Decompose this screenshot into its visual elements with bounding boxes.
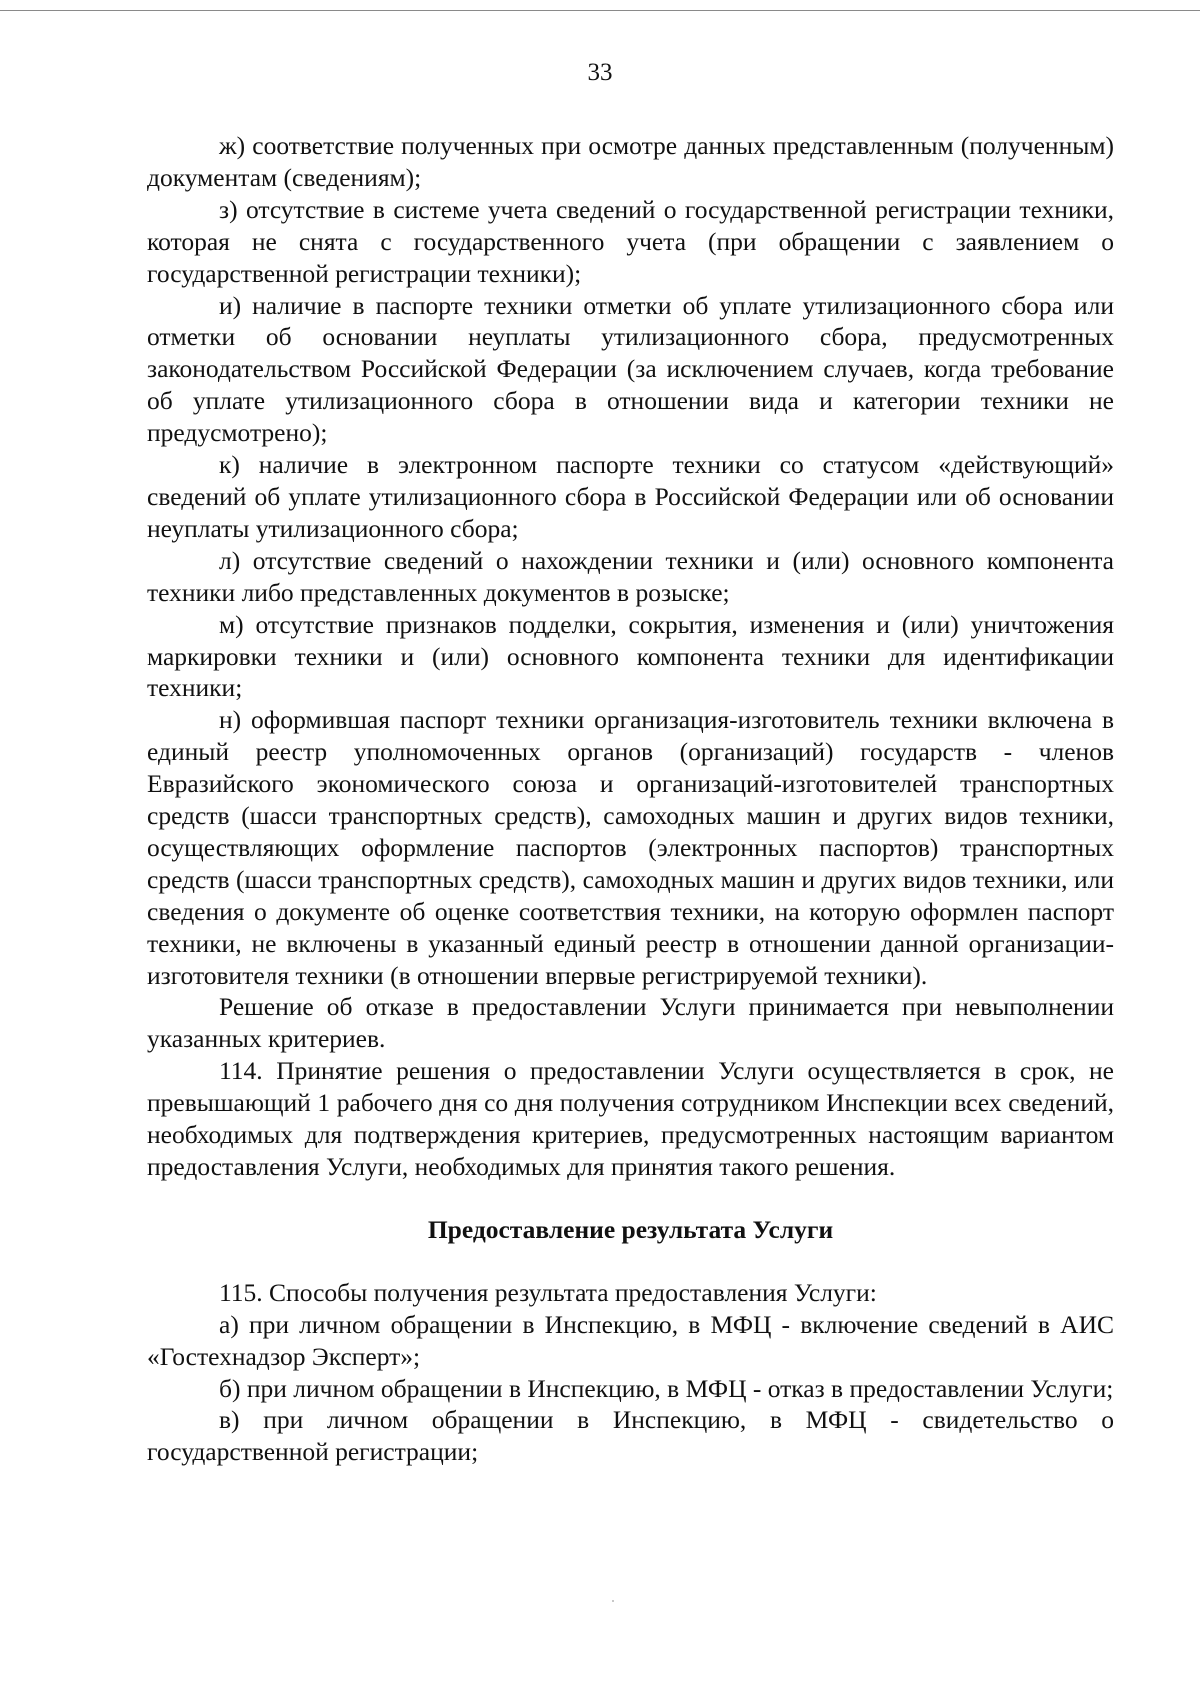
paragraph-zh: ж) соответствие полученных при осмотре данных представленным (полученным) документам (сведениям); (147, 131, 1114, 192)
paragraph-l: л) отсутствие сведений о нахождении техники и (или) основного компонента техники либо представленных документов в розыске; (147, 545, 1114, 607)
paragraph-115-b: б) при личном обращении в Инспекцию, в МФЦ - отказ в предоставлении Услуги; (219, 1373, 1114, 1403)
paragraph-114: 114. Принятие решения о предоставлении Услуги осуществляется в срок, не превышающий 1 рабочего дня со дня получения сотрудником Инспекции всех сведений, необходимых для подтверждения критериев, предусмотренных настоящим вариантом предоставления Услуги, необходимых для принятия такого решения. (147, 1056, 1114, 1181)
paragraph-115-a: а) при личном обращении в Инспекцию, в МФЦ - включение сведений в АИС «Гостехнадзор Эксперт»; (147, 1309, 1114, 1371)
paragraph-115: 115. Способы получения результата предоставления Услуги: (219, 1277, 877, 1307)
paragraph-refusal-decision: Решение об отказе в предоставлении Услуги принимается при невыполнении указанных критериев. (147, 992, 1114, 1054)
scan-speck (612, 1600, 614, 1602)
paragraph-z: з) отсутствие в системе учета сведений о государственной регистрации техники, которая не снята с государственного учета (при обращении с заявлением о государственной регистрации техники); (147, 194, 1114, 288)
page-number: 33 (587, 59, 613, 86)
document-body (147, 130, 1114, 1468)
section-heading: Предоставление результата Услуги (427, 1214, 834, 1244)
paragraph-m: м) отсутствие признаков подделки, сокрытия, изменения и (или) уничтожения маркировки техники и (или) основного компонента техники для идентификации техники; (147, 609, 1114, 703)
paragraph-i: и) наличие в паспорте техники отметки об уплате утилизационного сбора или отметки об основании неуплаты утилизационного сбора, предусмотренных законодательством Российской Федерации (за исключением случаев, когда требование об уплате утилизационного сбора в отношении вида и категории техники не предусмотрено); (147, 290, 1114, 448)
paragraph-k: к) наличие в электронном паспорте техники со статусом «действующий» сведений об уплате утилизационного сбора в Российской Федерации или об основании неуплаты утилизационного сбора; (147, 450, 1114, 543)
paragraph-n: н) оформившая паспорт техники организация-изготовитель техники включена в единый реестр уполномоченных органов (организаций) государств - членов Евразийского экономического союза и организаций-изготовителей транспортных средств (шасси транспортных средств), самоходных машин и других видов техники, осуществляющих оформление паспортов (электронных паспортов) транспортных средств (шасси транспортных средств), самоходных машин и других видов техники, или сведения о документе об оценке соответствия техники, на которую оформлен паспорт техники, не включены в указанный единый реестр в отношении данной организации-изготовителя техники (в отношении впервые регистрируемой техники). (147, 705, 1114, 990)
paragraph-115-v: в) при личном обращении в Инспекцию, в МФЦ - свидетельство о государственной регистрации; (147, 1405, 1114, 1467)
top-scan-rule (0, 10, 1200, 11)
